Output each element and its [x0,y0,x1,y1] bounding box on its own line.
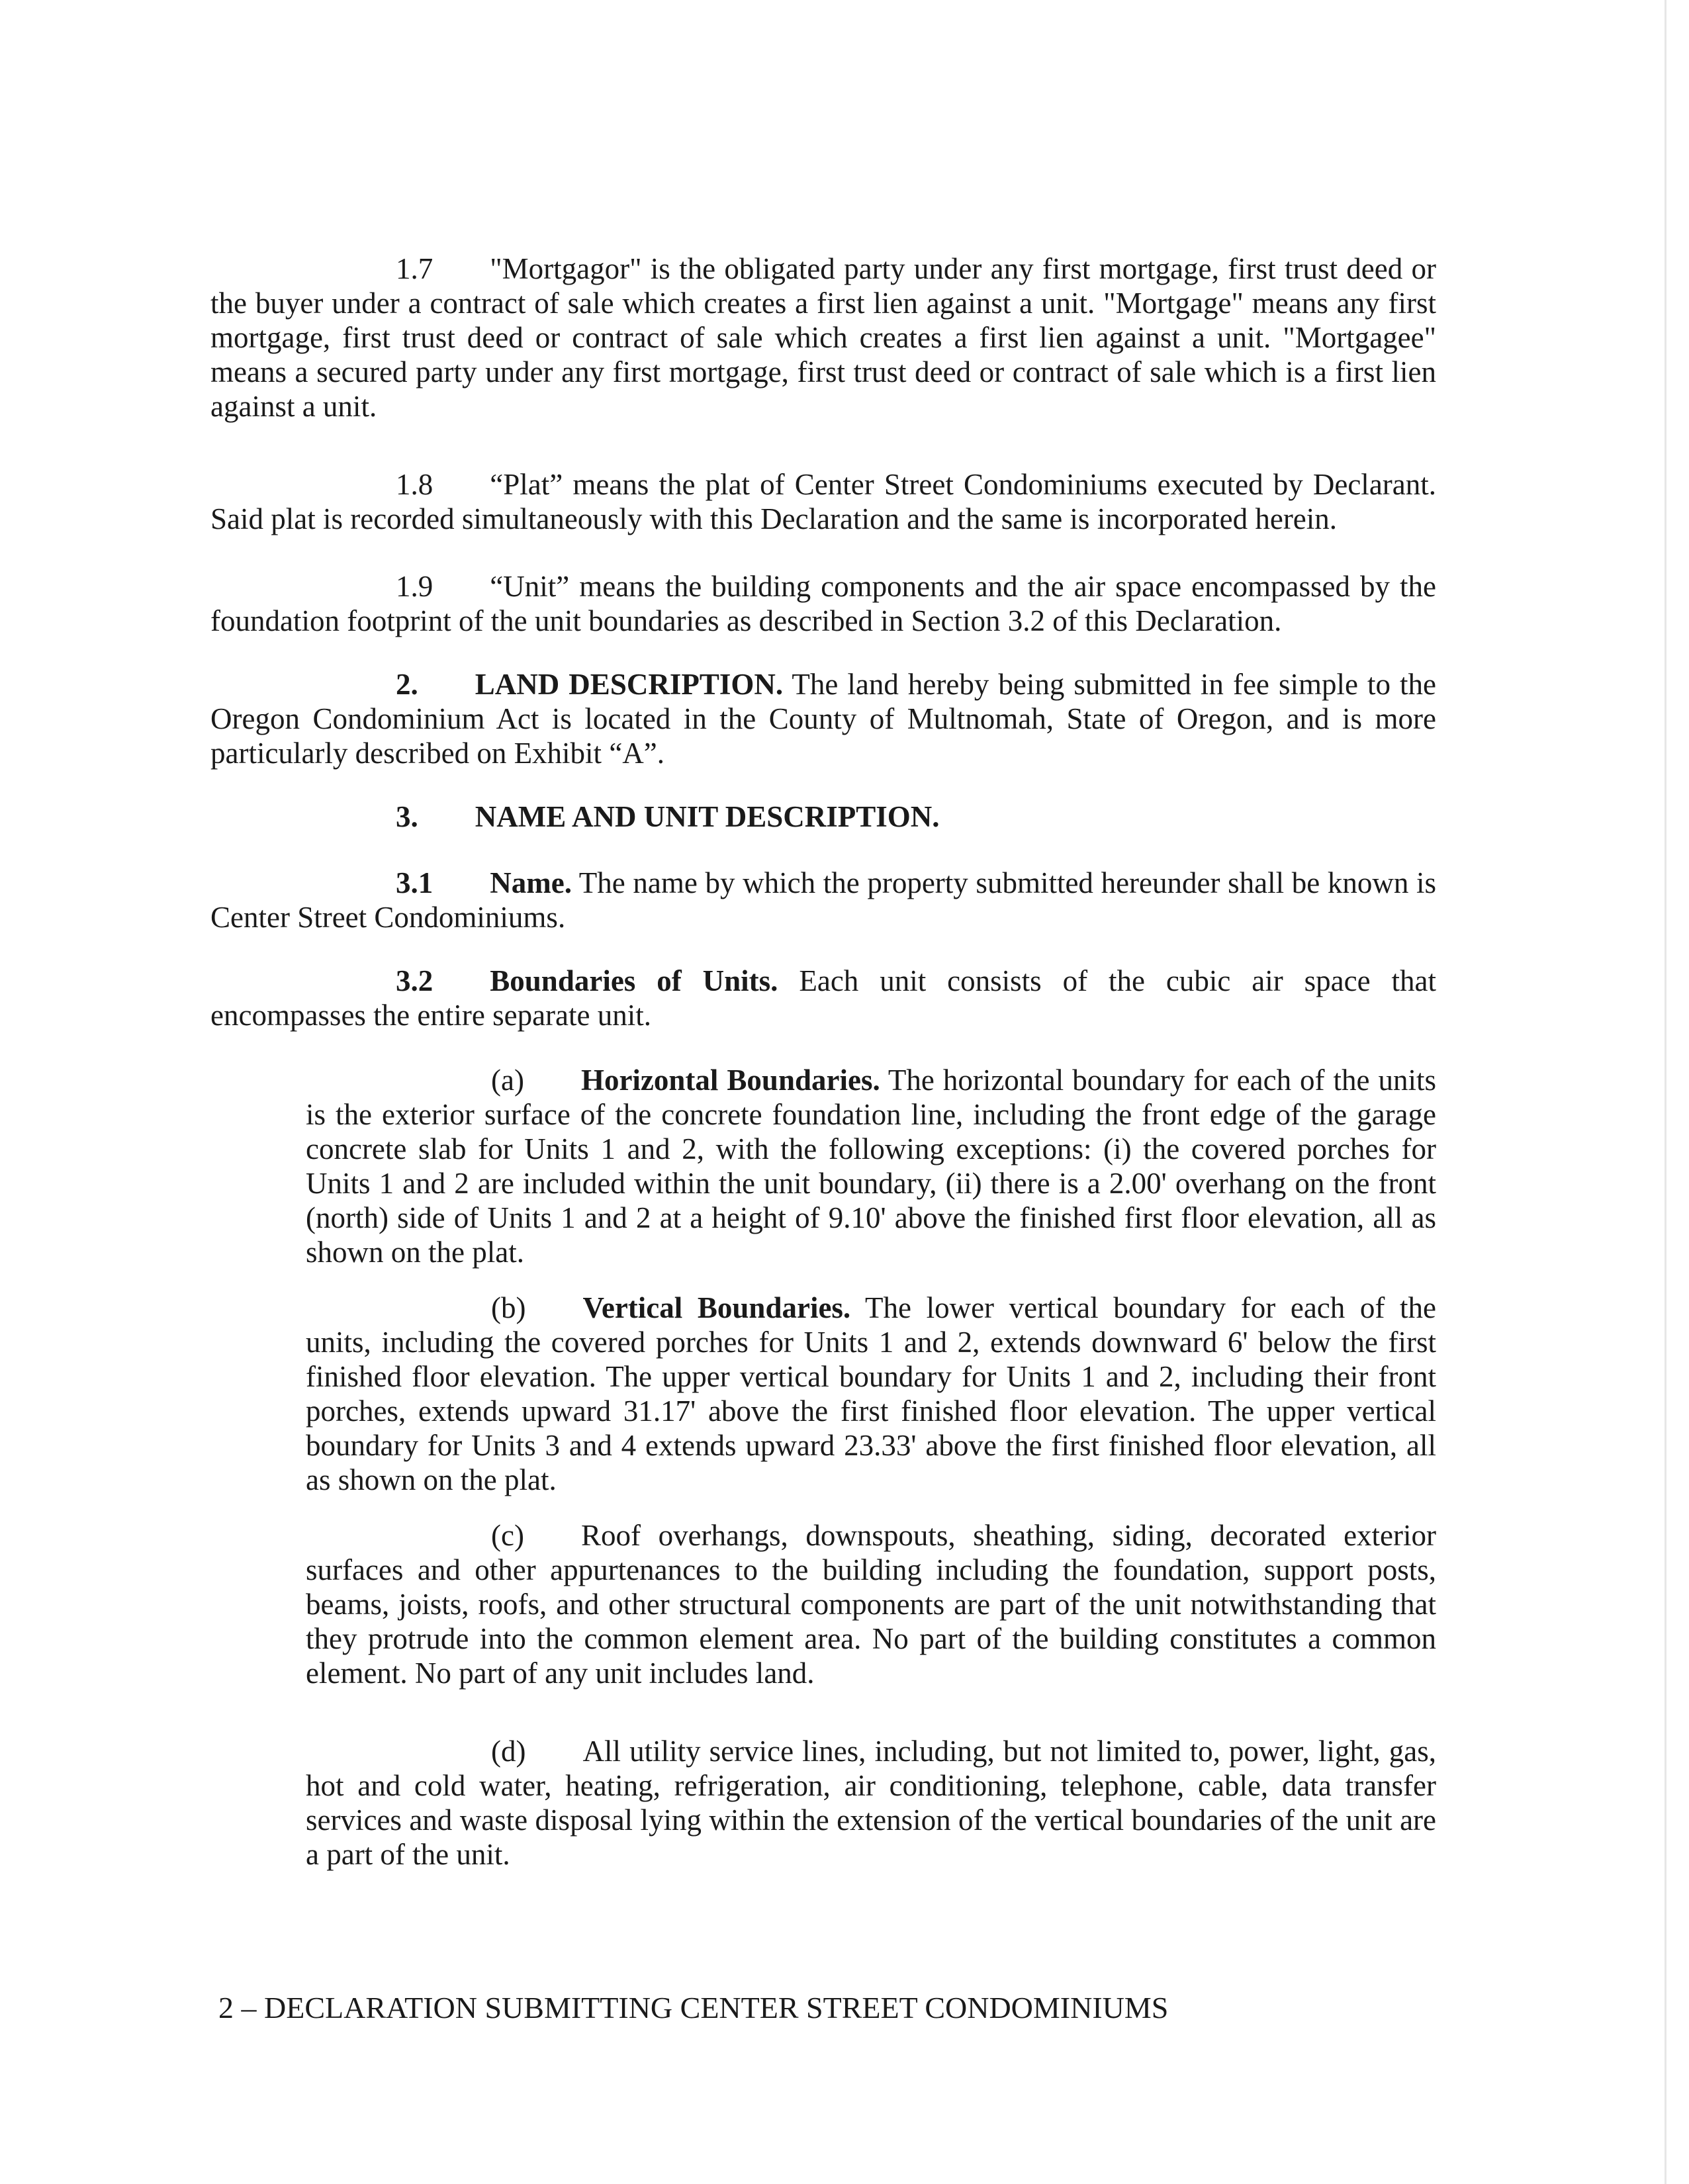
subsection-heading: Horizontal Boundaries. [580,1064,880,1097]
subsection-heading: Vertical Boundaries. [582,1291,851,1324]
section-number: 1.9 [396,570,434,603]
section-number: 3. [396,800,418,833]
subsection-text: The lower vertical boundary for each of the units, including the covered porches for Units 1 and 2, extends downward 6' below the first finished floor elevation. The upper vertical boundary for Units 1 and 2, including their front porches, extends upward 31.17' above the first finished floor elevation. The upper vertical boundary for Units 3 and 4 extends upward 23.33' above the first finished floor elevation, all as shown on the plat. [306,1291,1436,1496]
paragraph-text: The land hereby being submitted in fee simple to the Oregon Condominium Act is located in the County of Multnomah, State of Oregon, and is more particularly described on Exhibit “A”. [210,668,1436,770]
section-3-heading [210,799,1436,834]
section-2-land-description [210,667,1436,770]
section-heading: NAME AND UNIT DESCRIPTION. [475,800,940,833]
section-3-2-boundaries [210,964,1436,1032]
section-3-1-name [210,866,1436,934]
subsection-text: All utility service lines, including, but not limited to, power, light, gas, hot and cold water, heating, refrigeration, air conditioning, telephone, cable, data transfer services and waste disposal lying within the extension of the vertical boundaries of the unit are a part of the unit. [306,1735,1436,1871]
paragraph-text: “Unit” means the building components and the air space encompassed by the foundation footprint of the unit boundaries as described in Section 3.2 of this Declaration. [210,570,1436,637]
page-footer: 2 – DECLARATION SUBMITTING CENTER STREET CONDOMINIUMS [218,1991,1169,2025]
section-heading: Name. [490,866,572,899]
subsection-text: The horizontal boundary for each of the units is the exterior surface of the concrete foundation line, including the front edge of the garage concrete slab for Units 1 and 2, with the following exceptions: (i) the covered porches for Units 1 and 2 are included within the unit boundary, (ii) there is a 2.00' overhang on the front (north) side of Units 1 and 2 at a height of 9.10' above the finished first floor elevation, all as shown on the plat. [306,1064,1436,1269]
paragraph-text: Each unit consists of the cubic air space that encompasses the entire separate unit. [210,964,1437,1032]
section-heading: Boundaries of Units. [490,964,778,997]
subsection-label: (c) [491,1519,524,1552]
subsection-b-vertical [306,1291,1436,1497]
subsection-label: (d) [491,1735,526,1768]
paragraph-1-7 [210,251,1436,424]
paragraph-text: “Plat” means the plat of Center Street Condominiums executed by Declarant. Said plat is recorded simultaneously with this Declaration and the same is incorporated herein. [210,468,1436,535]
paragraph-1-8 [210,467,1436,536]
section-number: 3.1 [396,866,434,899]
subsection-a-horizontal [306,1063,1436,1269]
paragraph-1-9 [210,569,1436,638]
subsection-label: (a) [491,1064,524,1097]
subsection-d [306,1734,1436,1872]
section-heading: LAND DESCRIPTION. [475,668,784,701]
subsection-text: Roof overhangs, downspouts, sheathing, siding, decorated exterior surfaces and other appurtenances to the building including the foundation, support posts, beams, joists, roofs, and other structural components are part of the unit notwithstanding that they protrude into the common element area. No part of the building constitutes a common element. No part of any unit includes land. [306,1519,1436,1690]
paragraph-text: The name by which the property submitted hereunder shall be known is Center Street Condominiums. [210,866,1436,934]
section-number: 1.7 [396,252,434,285]
section-number: 2. [396,668,418,701]
paragraph-text: "Mortgagor" is the obligated party under any first mortgage, first trust deed or the buyer under a contract of sale which creates a first lien against a unit. "Mortgage" means any first mortgage, first trust deed or contract of sale which creates a first lien against a unit. "Mortgagee" means a secured party under any first mortgage, first trust deed or contract of sale which is a first lien against a unit. [210,252,1436,423]
subsection-label: (b) [491,1291,526,1324]
subsection-c [306,1518,1436,1690]
scan-edge [1665,0,1666,2184]
section-number: 1.8 [396,468,434,501]
section-number: 3.2 [396,964,434,997]
